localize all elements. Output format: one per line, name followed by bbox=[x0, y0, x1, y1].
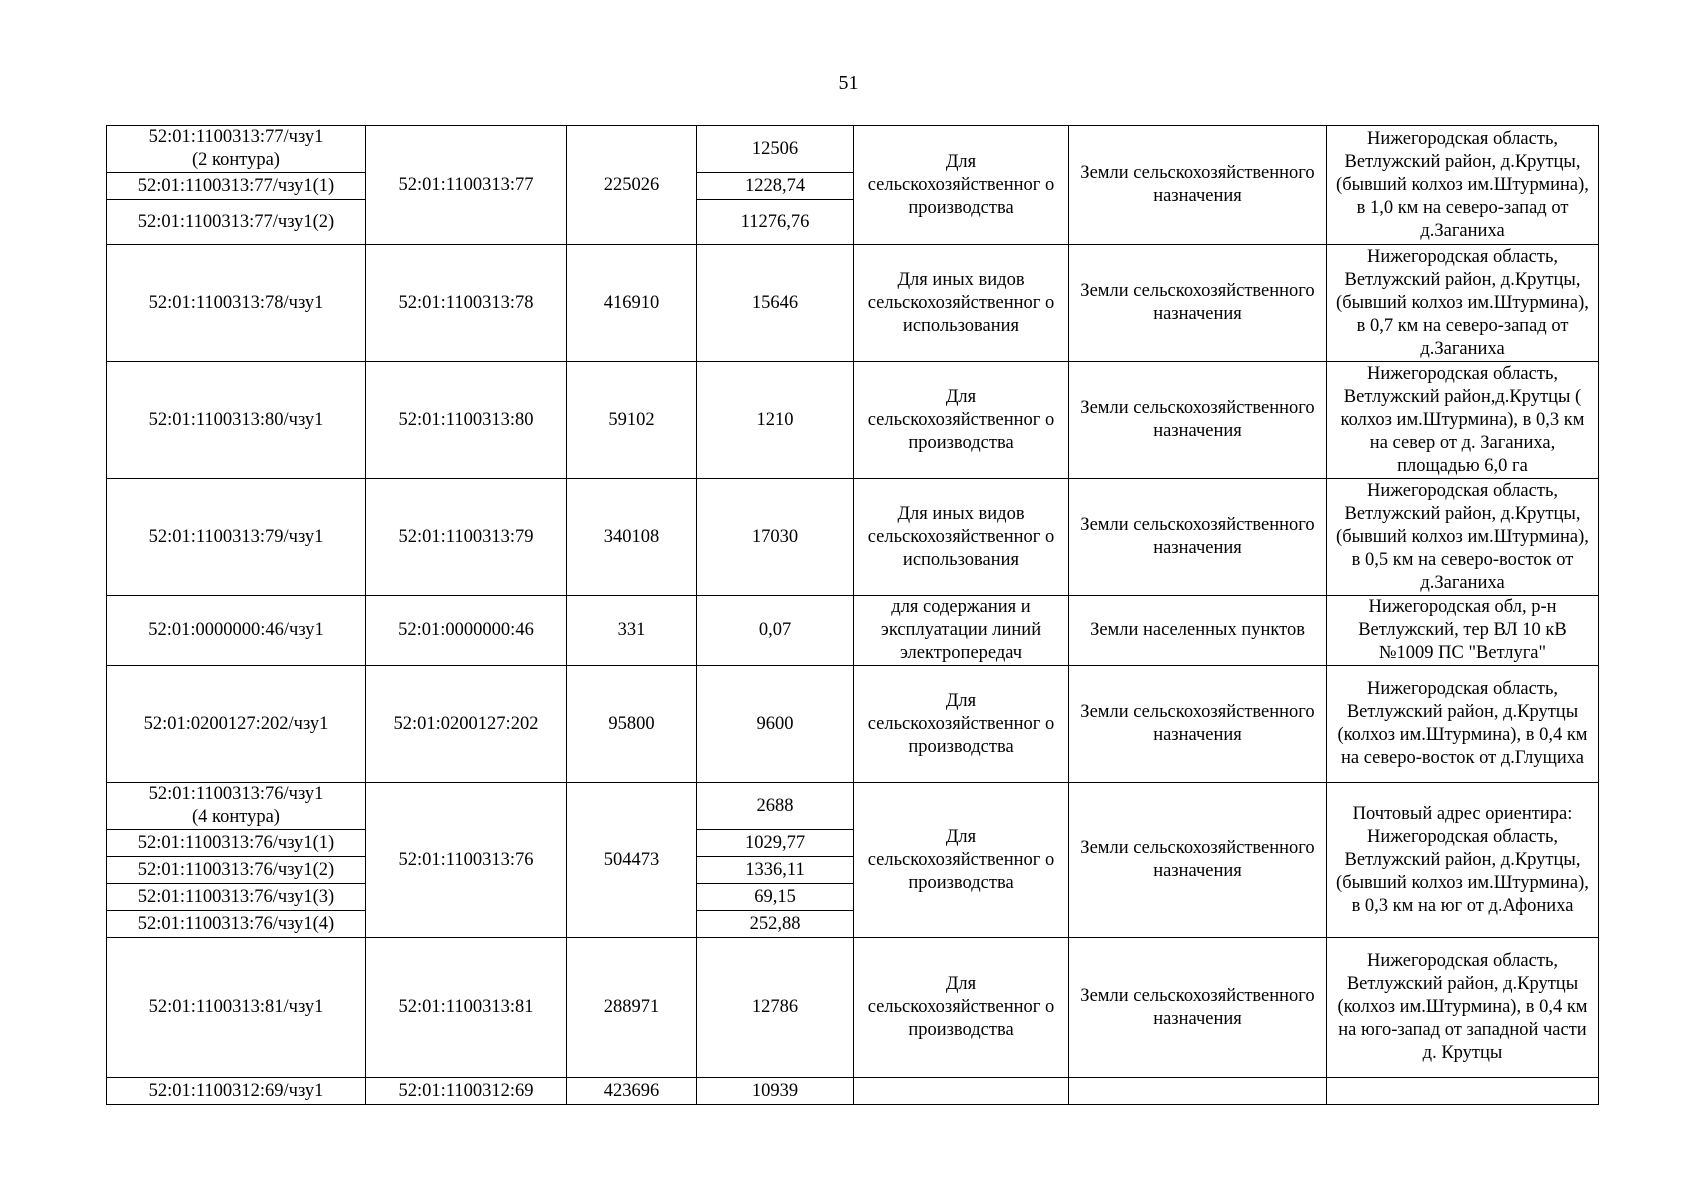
zone-part-cell: 52:01:1100313:77/чзу1(2) bbox=[107, 200, 366, 245]
cadastral-number-cell: 52:01:1100313:80 bbox=[366, 362, 567, 479]
zone-area-cell: 1210 bbox=[697, 362, 854, 479]
total-area-cell: 423696 bbox=[567, 1078, 697, 1105]
cadastral-number-cell: 52:01:0200127:202 bbox=[366, 666, 567, 783]
land-category-cell: Земли сельскохозяйственного назначения bbox=[1069, 362, 1327, 479]
zone-area-cell: 17030 bbox=[697, 479, 854, 596]
address-cell: Нижегородская область, Ветлужский район, д.Крутцы,(бывший колхоз им.Штурмина), в 0,5 км на северо-восток от д.Заганиха bbox=[1327, 479, 1599, 596]
total-area-cell: 504473 bbox=[567, 783, 697, 938]
zone-part-cell: 52:01:1100313:76/чзу1(4) bbox=[107, 911, 366, 938]
table-row bbox=[107, 938, 1599, 1078]
zone-area-cell: 1228,74 bbox=[697, 173, 854, 200]
zone-part-cell: 52:01:1100313:76/чзу1(2) bbox=[107, 857, 366, 884]
total-area-cell: 288971 bbox=[567, 938, 697, 1078]
land-category-cell: Земли сельскохозяйственного назначения bbox=[1069, 479, 1327, 596]
zone-number-cell: 52:01:1100313:81/чзу1 bbox=[107, 938, 366, 1078]
land-category-cell: Земли сельскохозяйственного назначения bbox=[1069, 666, 1327, 783]
land-plots-table bbox=[106, 125, 1599, 1105]
zone-area-cell: 252,88 bbox=[697, 911, 854, 938]
zone-number-cell: 52:01:0000000:46/чзу1 bbox=[107, 596, 366, 666]
address-cell: Нижегородская область, Ветлужский район,д.Крутцы ( колхоз им.Штурмина), в 0,3 км на север от д. Заганиха, площадью 6,0 га bbox=[1327, 362, 1599, 479]
cadastral-number-cell: 52:01:1100313:78 bbox=[366, 245, 567, 362]
address-cell: Нижегородская обл, р-н Ветлужский, тер ВЛ 10 кВ №1009 ПС "Ветлуга" bbox=[1327, 596, 1599, 666]
address-cell bbox=[1327, 1078, 1599, 1105]
table-row bbox=[107, 666, 1599, 783]
zone-number-cell: 52:01:1100312:69/чзу1 bbox=[107, 1078, 366, 1105]
zone-part-cell: 52:01:1100313:77/чзу1 (2 контура) bbox=[107, 126, 366, 173]
table-row bbox=[107, 596, 1599, 666]
zone-number-cell: 52:01:1100313:78/чзу1 bbox=[107, 245, 366, 362]
address-cell: Нижегородская область, Ветлужский район, д.Крутцы,(бывший колхоз им.Штурмина), в 1,0 км на северо-запад от д.Заганиха bbox=[1327, 126, 1599, 245]
table-row bbox=[107, 479, 1599, 596]
address-cell: Нижегородская область, Ветлужский район, д.Крутцы,(бывший колхоз им.Штурмина), в 0,7 км на северо-запад от д.Заганиха bbox=[1327, 245, 1599, 362]
zone-part-cell: 52:01:1100313:76/чзу1 (4 контура) bbox=[107, 783, 366, 830]
cadastral-number-cell: 52:01:1100312:69 bbox=[366, 1078, 567, 1105]
zone-area-cell: 1336,11 bbox=[697, 857, 854, 884]
address-cell: Нижегородская область, Ветлужский район, д.Крутцы (колхоз им.Штурмина), в 0,4 км на юго-запад от западной части д. Крутцы bbox=[1327, 938, 1599, 1078]
land-category-cell: Земли населенных пунктов bbox=[1069, 596, 1327, 666]
table-row bbox=[107, 1078, 1599, 1105]
zone-part-cell: 52:01:1100313:76/чзу1(1) bbox=[107, 830, 366, 857]
total-area-cell: 95800 bbox=[567, 666, 697, 783]
zone-area-cell: 2688 bbox=[697, 783, 854, 830]
table-row bbox=[107, 126, 1599, 173]
land-category-cell: Земли сельскохозяйственного назначения bbox=[1069, 783, 1327, 938]
zone-number-cell: 52:01:1100313:80/чзу1 bbox=[107, 362, 366, 479]
table-row bbox=[107, 245, 1599, 362]
table-row bbox=[107, 362, 1599, 479]
permitted-use-cell: Для сельскохозяйственног о производства bbox=[854, 783, 1069, 938]
page-number: 51 bbox=[838, 72, 859, 94]
zone-part-cell: 52:01:1100313:76/чзу1(3) bbox=[107, 884, 366, 911]
cadastral-number-cell: 52:01:1100313:76 bbox=[366, 783, 567, 938]
zone-part-cell: 52:01:1100313:77/чзу1(1) bbox=[107, 173, 366, 200]
cadastral-number-cell: 52:01:1100313:79 bbox=[366, 479, 567, 596]
address-cell: Почтовый адрес ориентира: Нижегородская область, Ветлужский район, д.Крутцы,(бывший колхоз им.Штурмина), в 0,3 км на юг от д.Афониха bbox=[1327, 783, 1599, 938]
permitted-use-cell: Для иных видов сельскохозяйственног о использования bbox=[854, 479, 1069, 596]
zone-area-cell: 0,07 bbox=[697, 596, 854, 666]
zone-area-cell: 9600 bbox=[697, 666, 854, 783]
zone-area-cell: 12786 bbox=[697, 938, 854, 1078]
permitted-use-cell: для содержания и эксплуатации линий электропередач bbox=[854, 596, 1069, 666]
zone-area-cell: 69,15 bbox=[697, 884, 854, 911]
total-area-cell: 340108 bbox=[567, 479, 697, 596]
total-area-cell: 225026 bbox=[567, 126, 697, 245]
table-row bbox=[107, 783, 1599, 830]
cadastral-number-cell: 52:01:0000000:46 bbox=[366, 596, 567, 666]
zone-area-cell: 12506 bbox=[697, 126, 854, 173]
cadastral-number-cell: 52:01:1100313:81 bbox=[366, 938, 567, 1078]
permitted-use-cell: Для сельскохозяйственног о производства bbox=[854, 362, 1069, 479]
cadastral-number-cell: 52:01:1100313:77 bbox=[366, 126, 567, 245]
permitted-use-cell: Для сельскохозяйственног о производства bbox=[854, 666, 1069, 783]
permitted-use-cell: Для иных видов сельскохозяйственног о использования bbox=[854, 245, 1069, 362]
land-category-cell: Земли сельскохозяйственного назначения bbox=[1069, 938, 1327, 1078]
zone-area-cell: 11276,76 bbox=[697, 200, 854, 245]
zone-number-cell: 52:01:1100313:79/чзу1 bbox=[107, 479, 366, 596]
permitted-use-cell: Для сельскохозяйственног о производства bbox=[854, 938, 1069, 1078]
zone-area-cell: 1029,77 bbox=[697, 830, 854, 857]
address-cell: Нижегородская область, Ветлужский район, д.Крутцы (колхоз им.Штурмина), в 0,4 км на северо-восток от д.Глущиха bbox=[1327, 666, 1599, 783]
total-area-cell: 59102 bbox=[567, 362, 697, 479]
land-category-cell: Земли сельскохозяйственного назначения bbox=[1069, 126, 1327, 245]
zone-number-cell: 52:01:0200127:202/чзу1 bbox=[107, 666, 366, 783]
land-category-cell: Земли сельскохозяйственного назначения bbox=[1069, 245, 1327, 362]
zone-area-cell: 10939 bbox=[697, 1078, 854, 1105]
permitted-use-cell bbox=[854, 1078, 1069, 1105]
total-area-cell: 331 bbox=[567, 596, 697, 666]
permitted-use-cell: Для сельскохозяйственног о производства bbox=[854, 126, 1069, 245]
total-area-cell: 416910 bbox=[567, 245, 697, 362]
land-category-cell bbox=[1069, 1078, 1327, 1105]
zone-area-cell: 15646 bbox=[697, 245, 854, 362]
